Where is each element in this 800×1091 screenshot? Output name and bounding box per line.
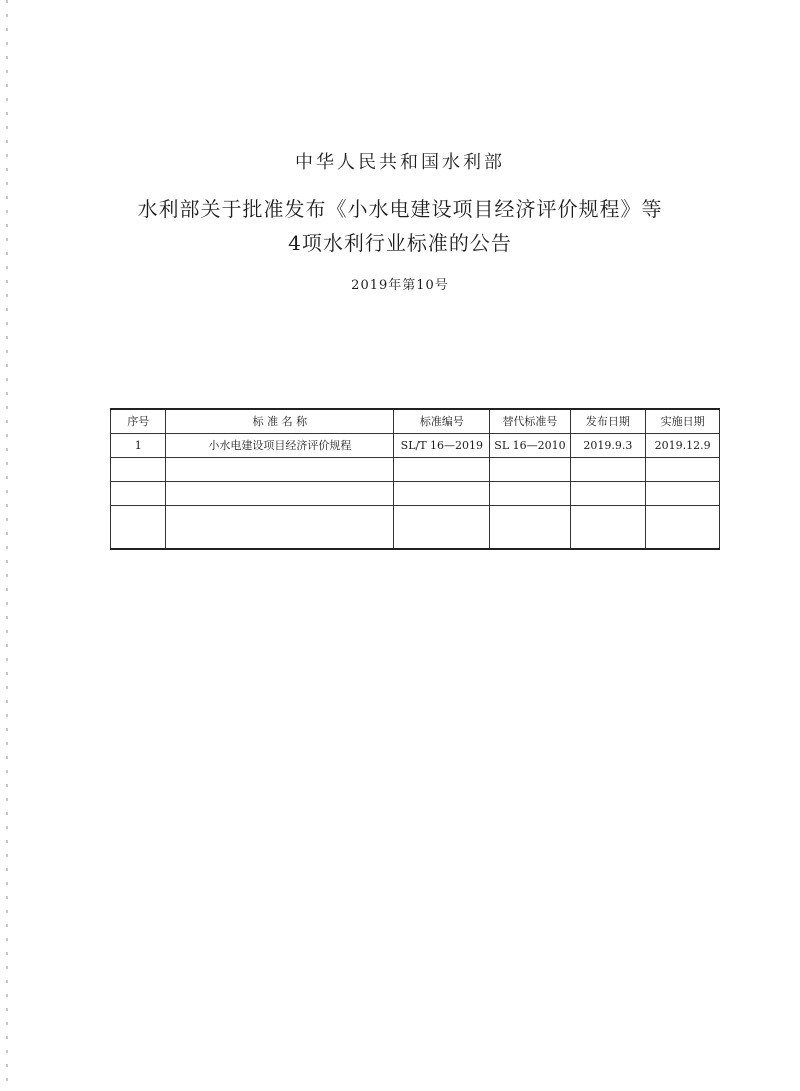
- cell-code: SL/T 16—2019: [394, 433, 490, 457]
- announcement-title: [0, 192, 800, 260]
- issuing-authority: 中华人民共和国水利部: [295, 152, 505, 173]
- title-line-1: 水利部关于批准发布《小水电建设项目经济评价规程》等: [137, 197, 663, 221]
- col-header-effective: 实施日期: [646, 409, 720, 433]
- signature-block: [560, 592, 720, 600]
- cell-issued: 2019.9.3: [570, 433, 646, 457]
- cell-replaces: [490, 505, 570, 549]
- cell-issued: [570, 505, 646, 549]
- notice-number: 2019年第10号: [351, 278, 449, 293]
- cell-no: [111, 505, 166, 549]
- cell-name: [166, 481, 394, 505]
- cell-no: [111, 457, 166, 481]
- title-line-2: 4项水利行业标准的公告: [288, 231, 512, 255]
- col-header-no: 序号: [111, 409, 166, 433]
- col-header-name: 标 准 名 称: [166, 409, 394, 433]
- standards-table: [110, 408, 720, 550]
- col-header-replaces: 替代标准号: [490, 409, 570, 433]
- cell-replaces: [490, 481, 570, 505]
- col-header-code: 标准编号: [394, 409, 490, 433]
- cell-code: [394, 457, 490, 481]
- cell-no: 1: [111, 433, 166, 457]
- cell-code: [394, 481, 490, 505]
- cell-effective: [646, 505, 720, 549]
- cell-effective: [646, 457, 720, 481]
- cell-name: [166, 505, 394, 549]
- cell-name: 小水电建设项目经济评价规程: [166, 433, 394, 457]
- announcement-header: [0, 148, 800, 293]
- table-row: [111, 433, 720, 457]
- cell-name: [166, 457, 394, 481]
- table-row: [111, 457, 720, 481]
- cell-replaces: [490, 457, 570, 481]
- table-row: [111, 481, 720, 505]
- cell-code: [394, 505, 490, 549]
- cell-effective: 2019.12.9: [646, 433, 720, 457]
- table-row: [111, 505, 720, 549]
- cell-no: [111, 481, 166, 505]
- col-header-issued: 发布日期: [570, 409, 646, 433]
- cell-issued: [570, 481, 646, 505]
- cell-replaces: SL 16—2010: [490, 433, 570, 457]
- table-header-row: [111, 409, 720, 433]
- cell-effective: [646, 481, 720, 505]
- cell-issued: [570, 457, 646, 481]
